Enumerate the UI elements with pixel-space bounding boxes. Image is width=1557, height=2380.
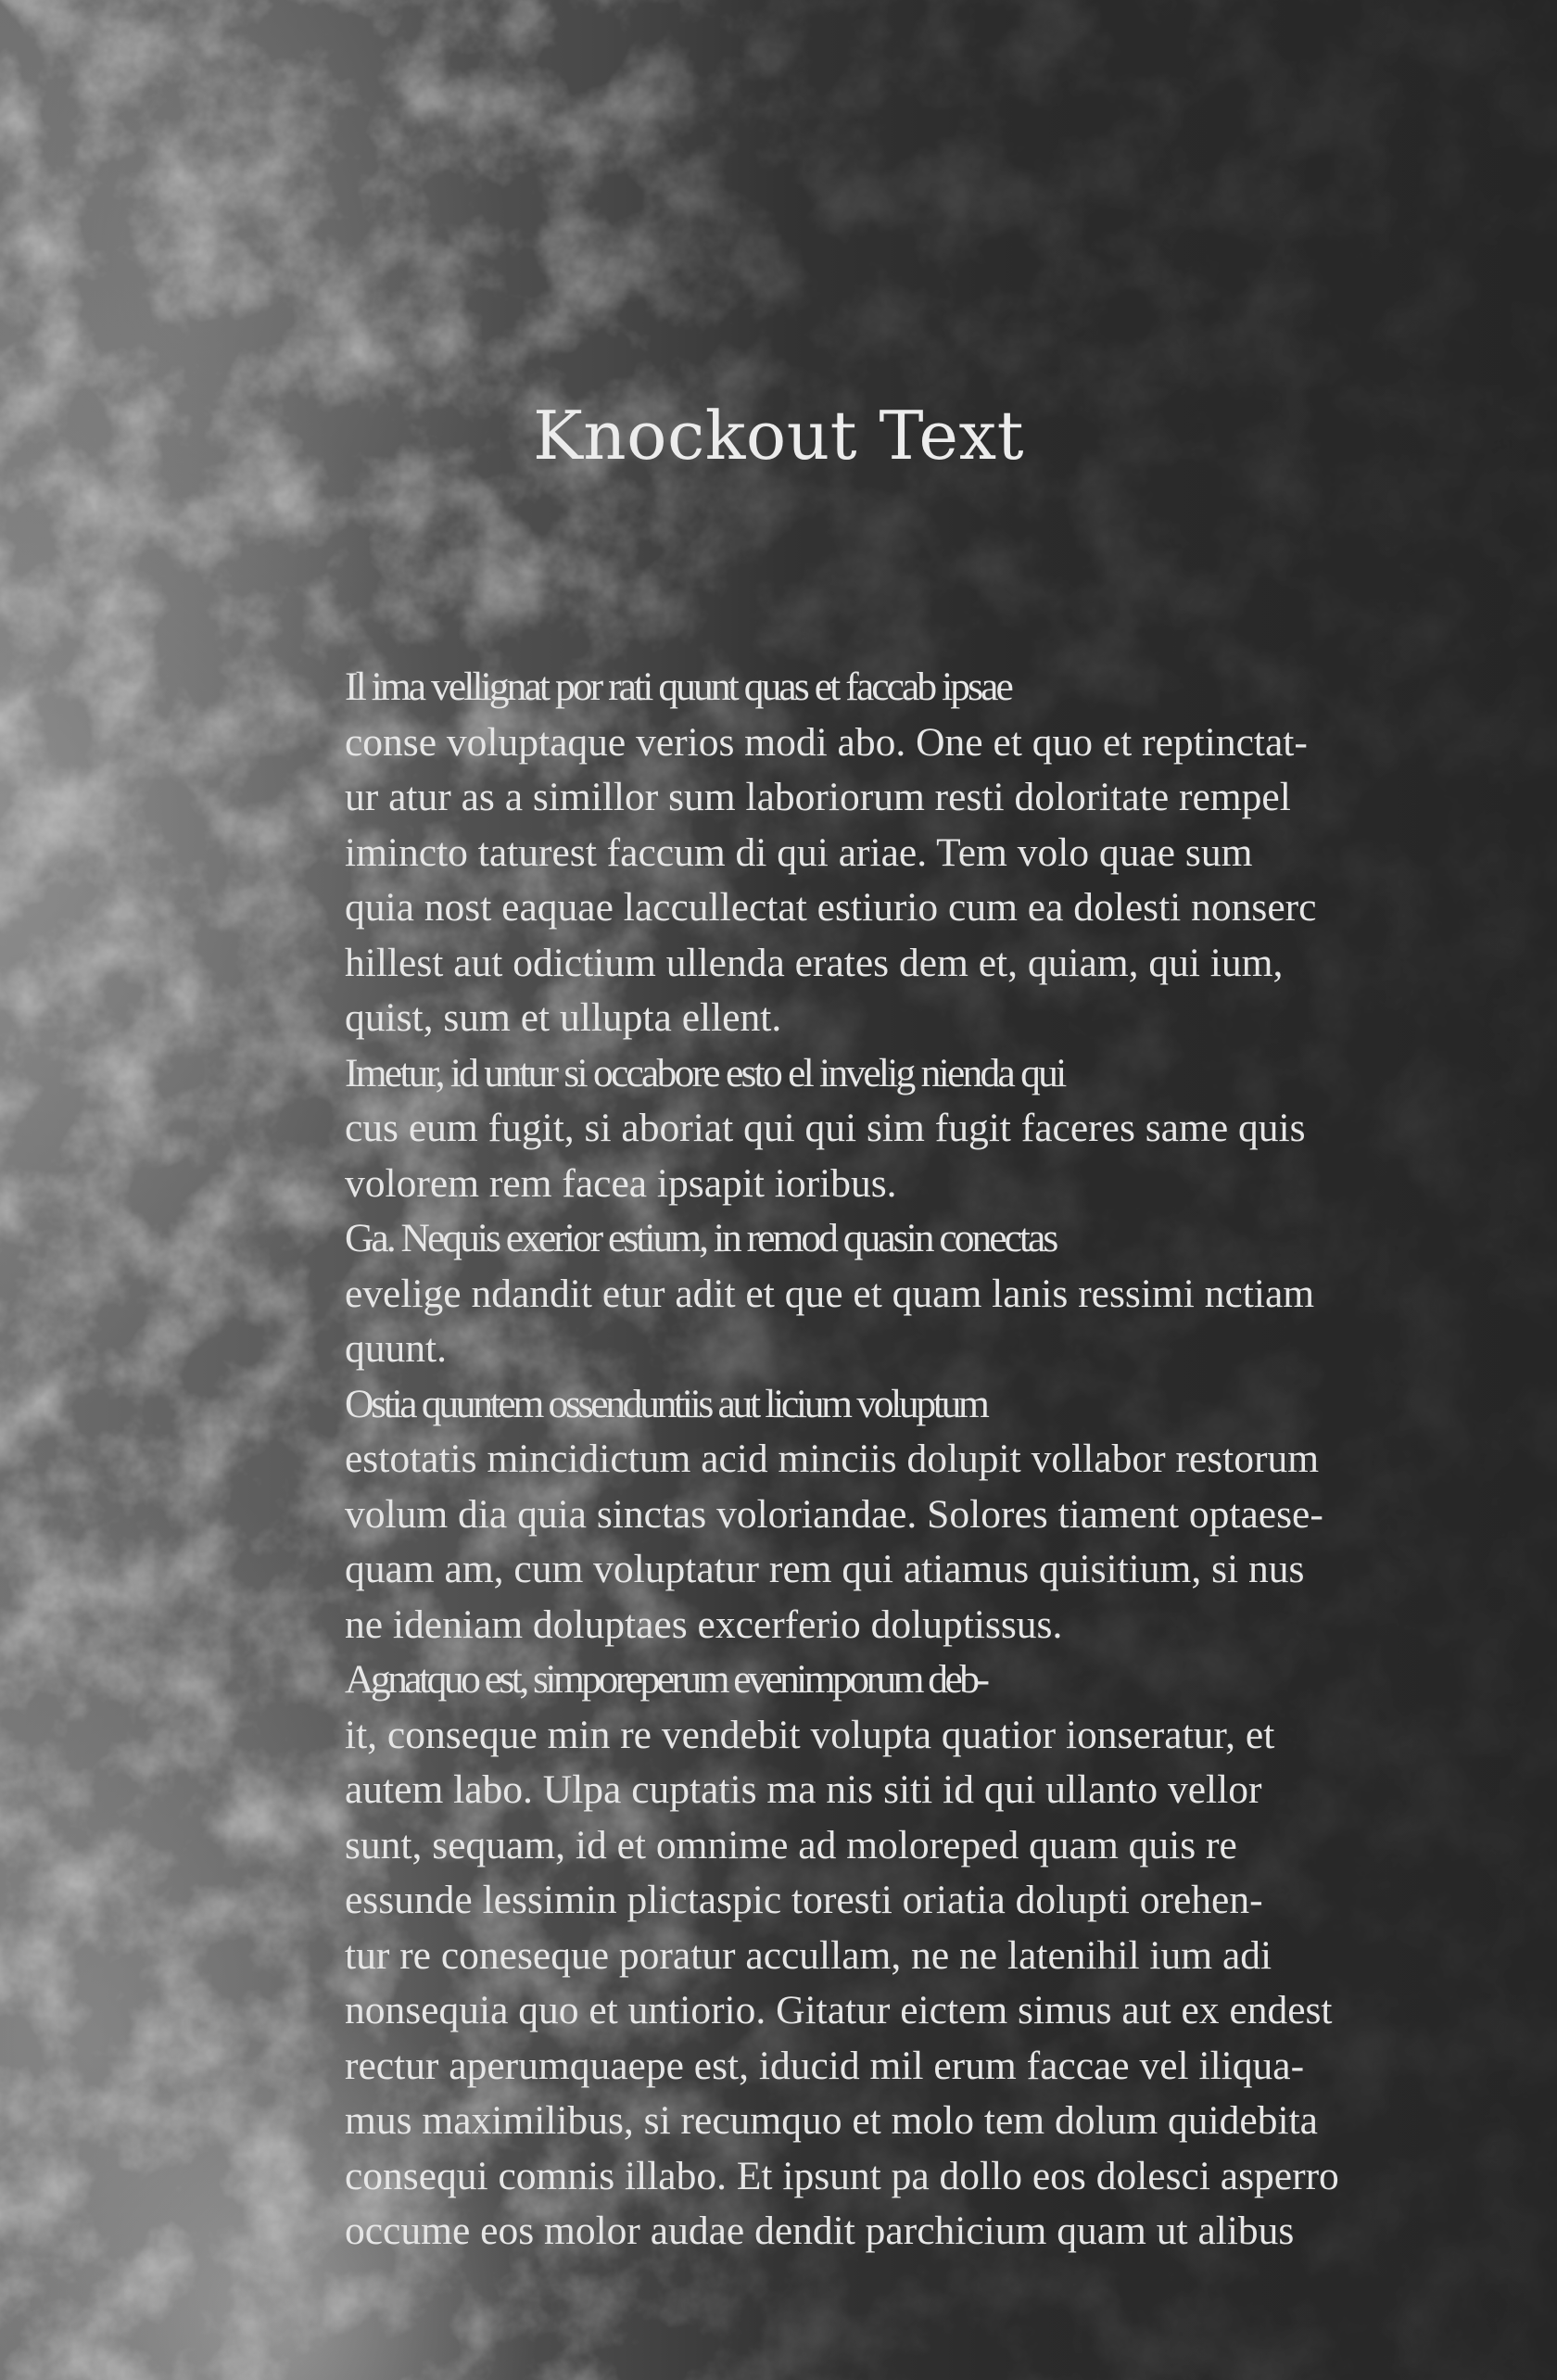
text-line: quunt.	[345, 1326, 447, 1371]
text-line: imincto taturest faccum di qui ariae. Tem volo quae sum	[345, 829, 1253, 875]
text-line: volum dia quia sinctas voloriandae. Solores tiament optaese-	[345, 1491, 1323, 1537]
text-line: tur re coneseque poratur accullam, ne ne latenihil ium adi	[345, 1932, 1272, 1978]
page-title: Knockout Text	[532, 397, 1025, 475]
text-line: rectur aperumquaepe est, iducid mil erum faccae vel iliqua-	[345, 2043, 1305, 2088]
paragraph	[204, 1211, 1353, 1377]
text-line: volorem rem facea ipsapit ioribus.	[345, 1160, 897, 1206]
text-line: conse voluptaque verios modi abo. One et quo et reptinctat-	[345, 719, 1308, 765]
paragraph	[204, 660, 1353, 1046]
text-line: mus maximilibus, si recumquo et molo tem dolum quidebita	[345, 2098, 1318, 2143]
text-line: sunt, sequam, id et omnime ad moloreped quam quis re	[345, 1822, 1237, 1867]
text-line: autem labo. Ulpa cuptatis ma nis siti id qui ullanto vellor	[345, 1767, 1262, 1812]
text-line: Imetur, id untur si occabore esto el invelig nienda qui	[345, 1050, 1065, 1095]
paragraph	[204, 1377, 1353, 1653]
text-line: it, conseque min re vendebit volupta quatior ionseratur, et	[345, 1712, 1275, 1757]
paragraph	[204, 1652, 1353, 2260]
text-line: quist, sum et ullupta ellent.	[345, 995, 782, 1040]
text-line: ne ideniam doluptaes excerferio doluptissus.	[345, 1601, 1063, 1647]
text-line: evelige ndandit etur adit et que et quam lanis ressimi nctiam	[345, 1271, 1315, 1316]
text-line: Ostia quuntem ossenduntiis aut licium voluptum	[345, 1381, 987, 1426]
text-line: nonsequia quo et untiorio. Gitatur eictem simus aut ex endest	[345, 1988, 1333, 2032]
text-line: Agnatquo est, simporeperum evenimporum deb-	[345, 1657, 987, 1702]
text-line: hillest aut odictium ullenda erates dem et, quiam, qui ium,	[345, 940, 1284, 985]
body-text	[204, 660, 1353, 2260]
text-line: Il ima vellignat por rati quunt quas et faccab ipsae	[345, 665, 1011, 709]
text-line: occume eos molor audae dendit parchicium quam ut alibus	[345, 2209, 1295, 2253]
text-line: essunde lessimin plictaspic toresti oriatia dolupti orehen-	[345, 1878, 1263, 1922]
text-line: consequi comnis illabo. Et ipsunt pa dollo eos dolesci asperro	[345, 2153, 1339, 2198]
text-line: Ga. Nequis exerior estium, in remod quasin conectas	[345, 1216, 1057, 1260]
text-line: cus eum fugit, si aboriat qui qui sim fugit faceres same quis	[345, 1106, 1306, 1150]
text-line: quia nost eaquae laccullectat estiurio cum ea dolesti nonserc	[345, 885, 1317, 930]
text-line: estotatis mincidictum acid minciis dolupit vollabor restorum	[345, 1437, 1320, 1481]
paragraph	[204, 1046, 1353, 1212]
text-line: ur atur as a simillor sum laboriorum resti doloritate rempel	[345, 775, 1291, 819]
text-line: quam am, cum voluptatur rem qui atiamus quisitium, si nus	[345, 1547, 1305, 1591]
